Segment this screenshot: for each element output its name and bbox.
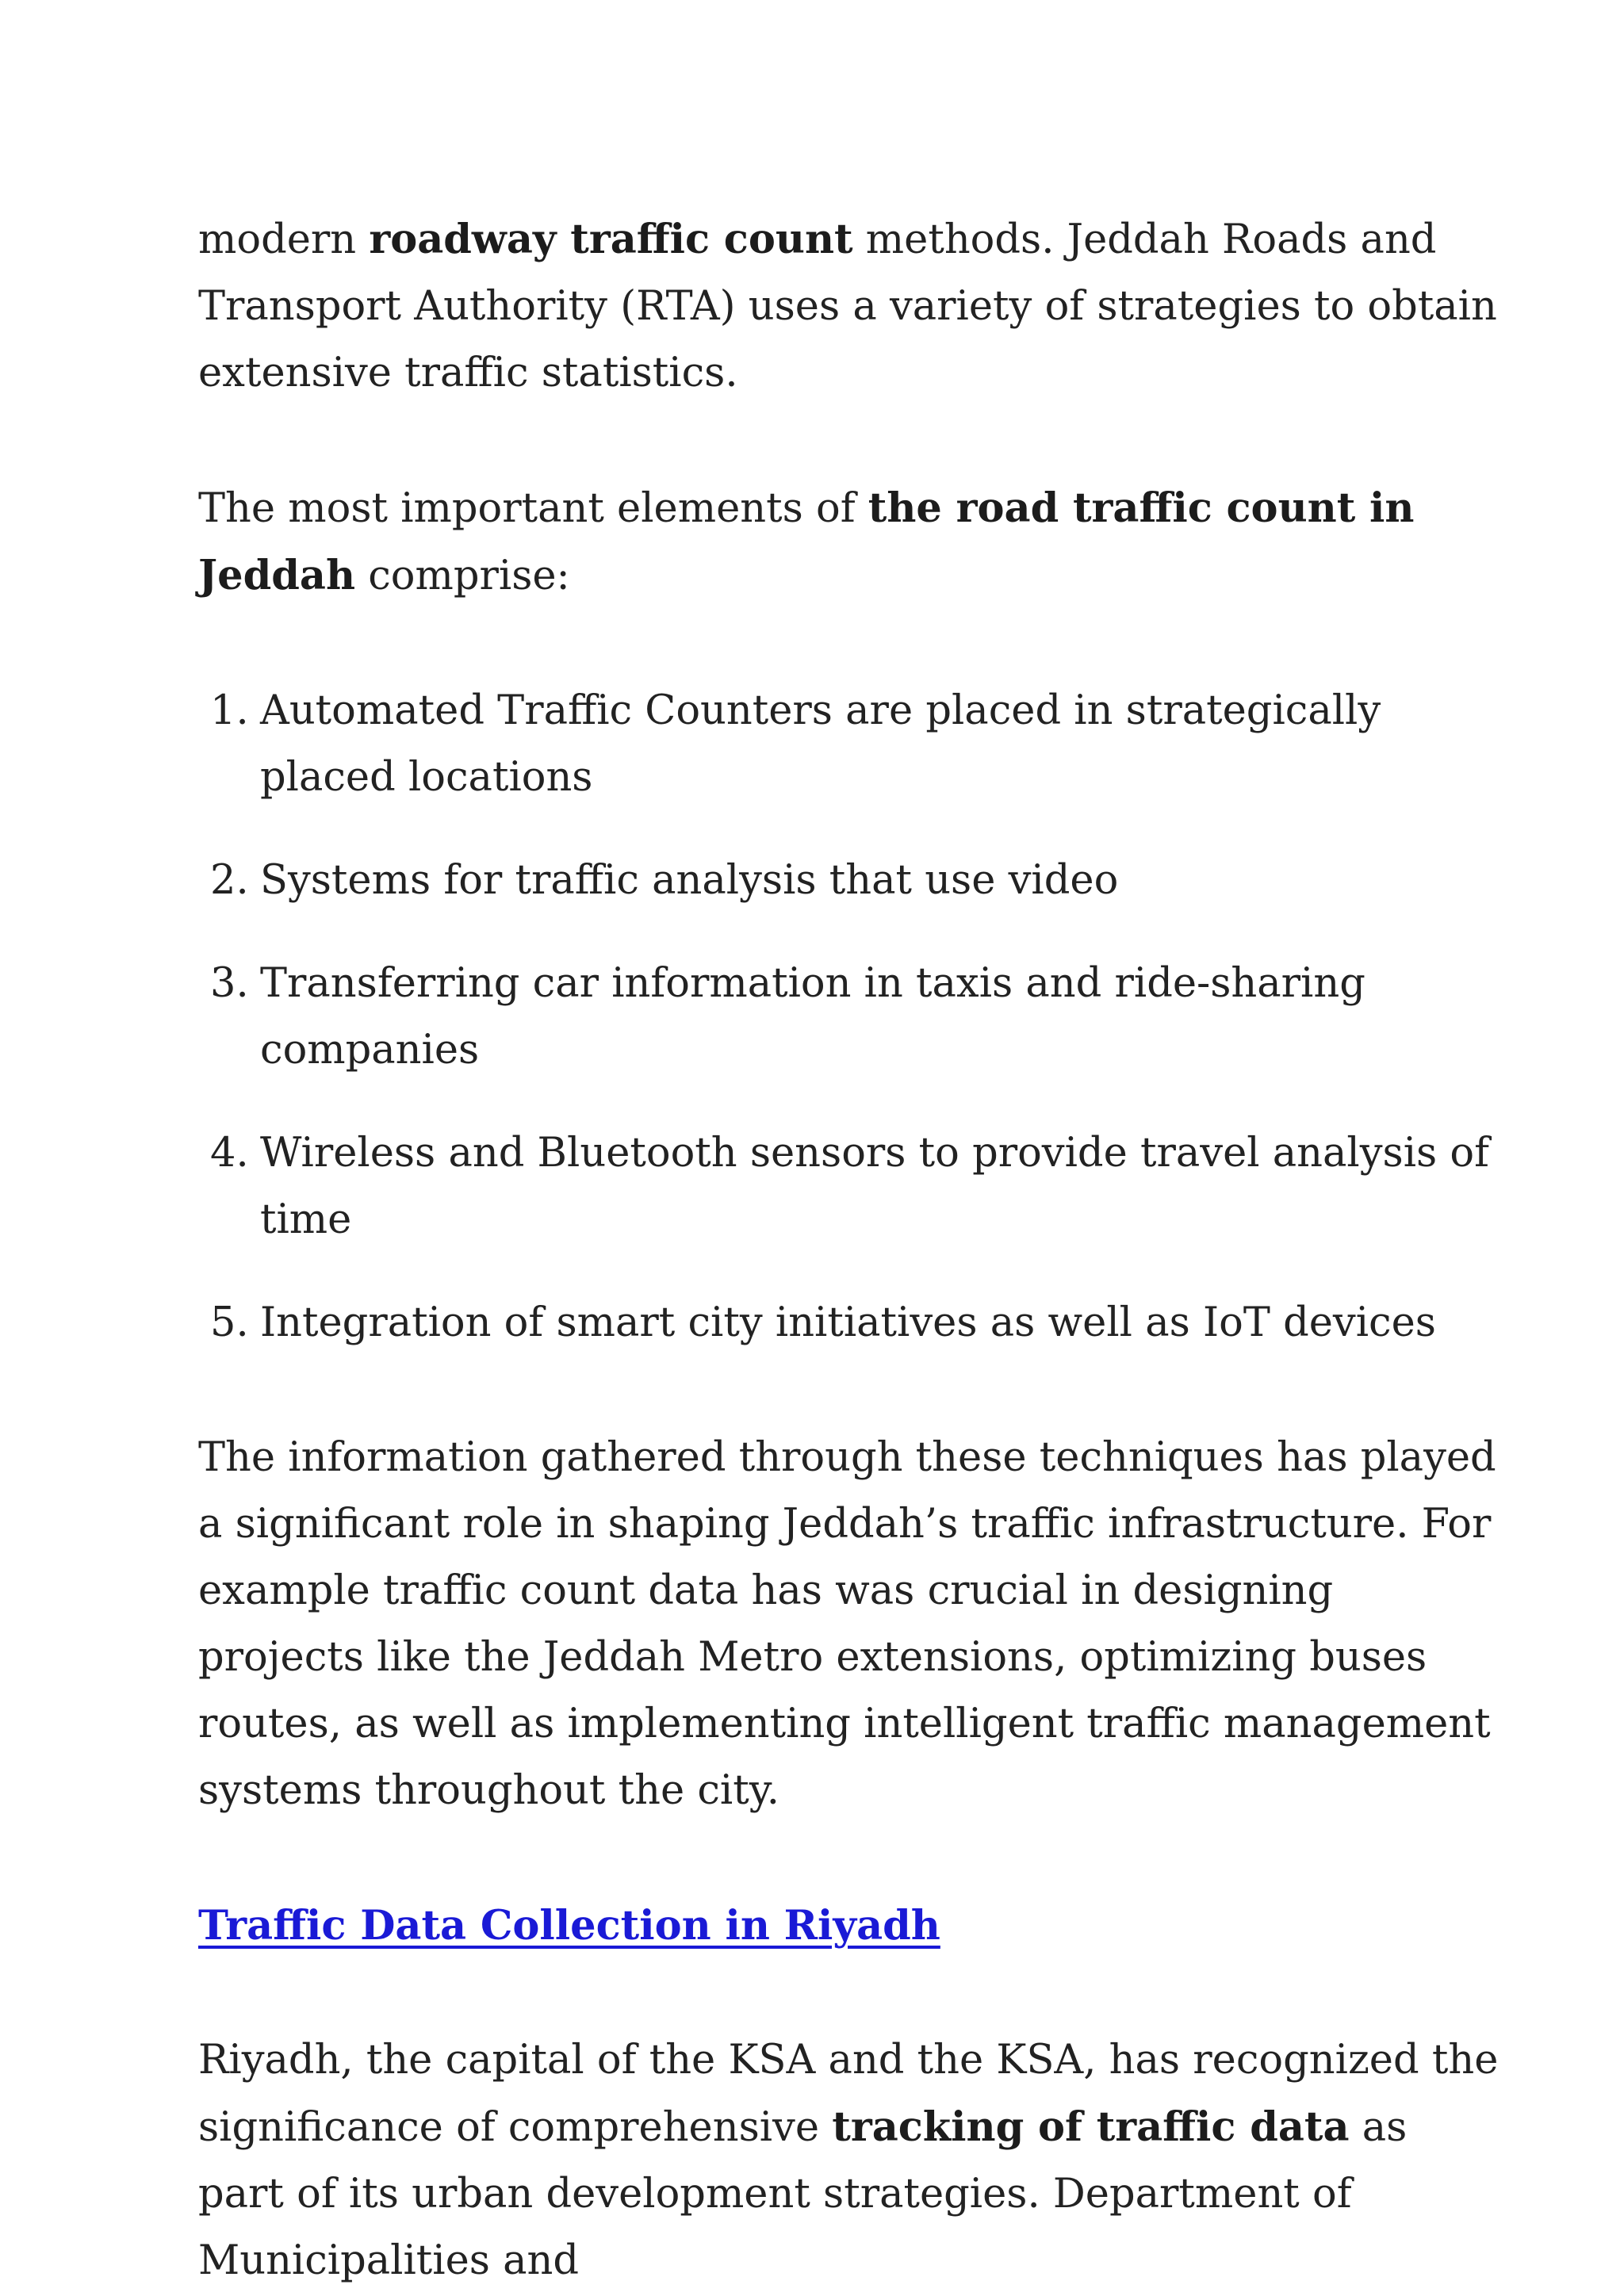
list-item-text: Transferring car information in taxis and ride-sharing companies [260, 960, 1365, 1073]
infrastructure-paragraph: The information gathered through these techniques has played a significant role in shaping Jeddah’s traffic infrastructure. For example traffic count data has was crucial in designing projects like the Jeddah Metro extensions, optimizing buses routes, as well as implementing intelligent traffic management systems throughout the city. [198, 1434, 1496, 1814]
riyadh-text-pre: Riyadh, the capital of the KSA and the KSA, has recognized the significance of comprehensive [198, 2037, 1499, 2151]
list-item [198, 848, 1499, 914]
list-item-number: 1. [210, 687, 249, 734]
lead-text-pre: The most important elements of [198, 485, 868, 532]
list-item-number: 2. [210, 857, 249, 904]
riyadh-paragraph [198, 2027, 1499, 2294]
riyadh-bold-term: tracking of traffic data [832, 2103, 1350, 2151]
riyadh-text-post: as part of its urban development strategies. Department of Municipalities and [198, 2104, 1408, 2284]
list-item [198, 1120, 1499, 1253]
list-item [198, 951, 1499, 1084]
list-item-text: Systems for traffic analysis that use video [260, 857, 1119, 904]
elements-lead-paragraph [198, 475, 1499, 610]
intro-text-post: methods. Jeddah Roads and Transport Authority (RTA) uses a variety of strategies to obtain extensive traffic statistics. [198, 216, 1497, 396]
lead-bold-term: the road traffic count in Jeddah [198, 484, 1415, 599]
list-item [198, 678, 1499, 811]
intro-paragraph [198, 206, 1499, 407]
lead-text-post: comprise: [355, 553, 570, 599]
riyadh-section-link[interactable]: Traffic Data Collection in Riyadh [198, 1902, 940, 1950]
list-item-number: 4. [210, 1130, 249, 1177]
intro-bold-term: roadway traffic count [369, 216, 853, 263]
list-item-text: Integration of smart city initiatives as well as IoT devices [260, 1299, 1436, 1346]
list-item-text: Wireless and Bluetooth sensors to provide travel analysis of time [260, 1130, 1489, 1243]
list-item-number: 5. [210, 1299, 249, 1346]
intro-text-pre: modern [198, 216, 370, 263]
document-body [198, 206, 1499, 2294]
list-item [198, 1290, 1499, 1357]
list-item-text: Automated Traffic Counters are placed in strategically placed locations [260, 687, 1381, 801]
methods-list [198, 678, 1499, 1357]
list-item-number: 3. [210, 960, 249, 1007]
